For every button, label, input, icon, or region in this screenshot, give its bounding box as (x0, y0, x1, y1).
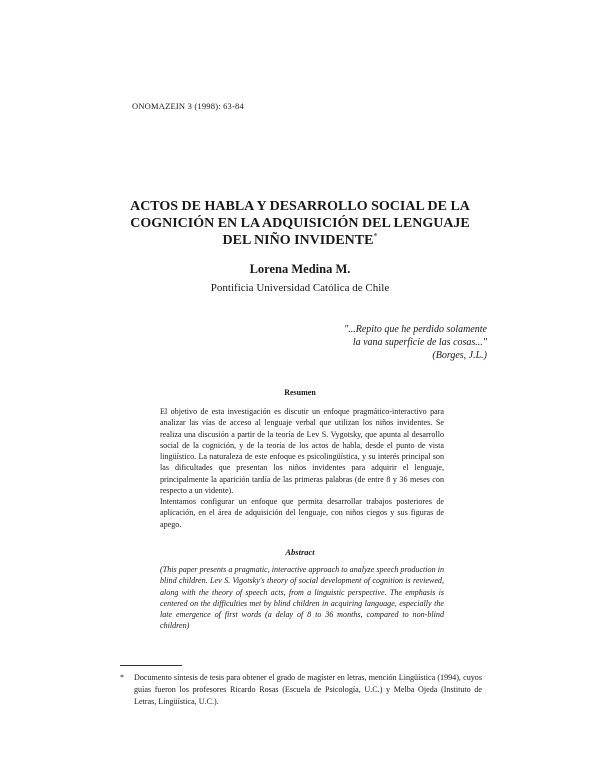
abstract-body (160, 564, 444, 632)
author-affiliation: Pontificia Universidad Católica de Chile (210, 282, 390, 294)
footnote-text: Documento síntesis de tesis para obtener el grado de magíster en letras, mención Lingüística (1994), cuyos guías fueron los profesores Ricardo Rosas (Escuela de Psicología, U.C.) y Melba Ojeda (Instituto de Letras, Lingüística, U.C.). (134, 673, 482, 706)
author-name: Lorena Medina M. (249, 262, 351, 276)
article-title (100, 198, 500, 249)
title-line (100, 232, 500, 249)
title-line-text: DEL NIÑO INVIDENTE (222, 233, 374, 248)
epigraph-line: "...Repito que he perdido solamente (344, 324, 487, 335)
resumen-paragraph: El objetivo de esta investigación es discutir un enfoque pragmático-interactivo para analizar las vías de acceso al lenguaje verbal que utilizan los niños invidentes. Se realiza una discusión a partir de la teoría de Lev S. Vygotsky, que apunta al desarrollo social de la cognición, y de la teoría de los actos de habla, desde el punto de vista lingüístico. La naturaleza de este enfoque es psicolingüística, y su interés principal son las dificultades que presentan los niños invidentes para adquirir el lenguaje, principalmente la aparición tardía de las primeras palabras (de entre 8 y 36 meses con respecto a un vidente). (160, 407, 444, 495)
footnote (120, 672, 482, 708)
footnote-marker: * (120, 673, 125, 682)
title-line-text: COGNICIÓN EN LA ADQUISICIÓN DEL LENGUAJE (130, 216, 470, 231)
epigraph-line: la vana superficie de las cosas..." (352, 337, 487, 348)
title-line: ACTOS DE HABLA Y DESARROLLO SOCIAL DE LA (130, 199, 470, 214)
epigraph-attribution: (Borges, J.L.) (432, 350, 487, 361)
resumen-paragraph: Intentamos configurar un enfoque que permita desarrollar trabajos posteriores de aplicación, en el área de adquisición del lenguaje, con niños ciegos y sus figuras de apego. (160, 497, 444, 529)
title-footnote-marker[interactable]: * (373, 231, 378, 241)
abstract-heading: Abstract (285, 547, 315, 557)
running-head: ONOMAZEIN 3 (1998): 63-84 (132, 101, 244, 111)
resumen-heading: Resumen (284, 388, 316, 397)
epigraph (187, 323, 487, 362)
footnote-rule (120, 665, 182, 666)
abstract-paragraph: (This paper presents a pragmatic, interactive approach to analyze speech production in blind children. Lev S. Vigotsky's theory of social development of cognition is reviewed, along with the theory of speech acts, from a linguistic perspective. The emphasis is centered on the difficulties met by blind children in acquiring language, especially the late emergence of first words (a delay of 8 to 36 months, compared to non-blind children) (160, 565, 444, 631)
resumen-body (160, 406, 444, 530)
title-line (100, 215, 500, 232)
